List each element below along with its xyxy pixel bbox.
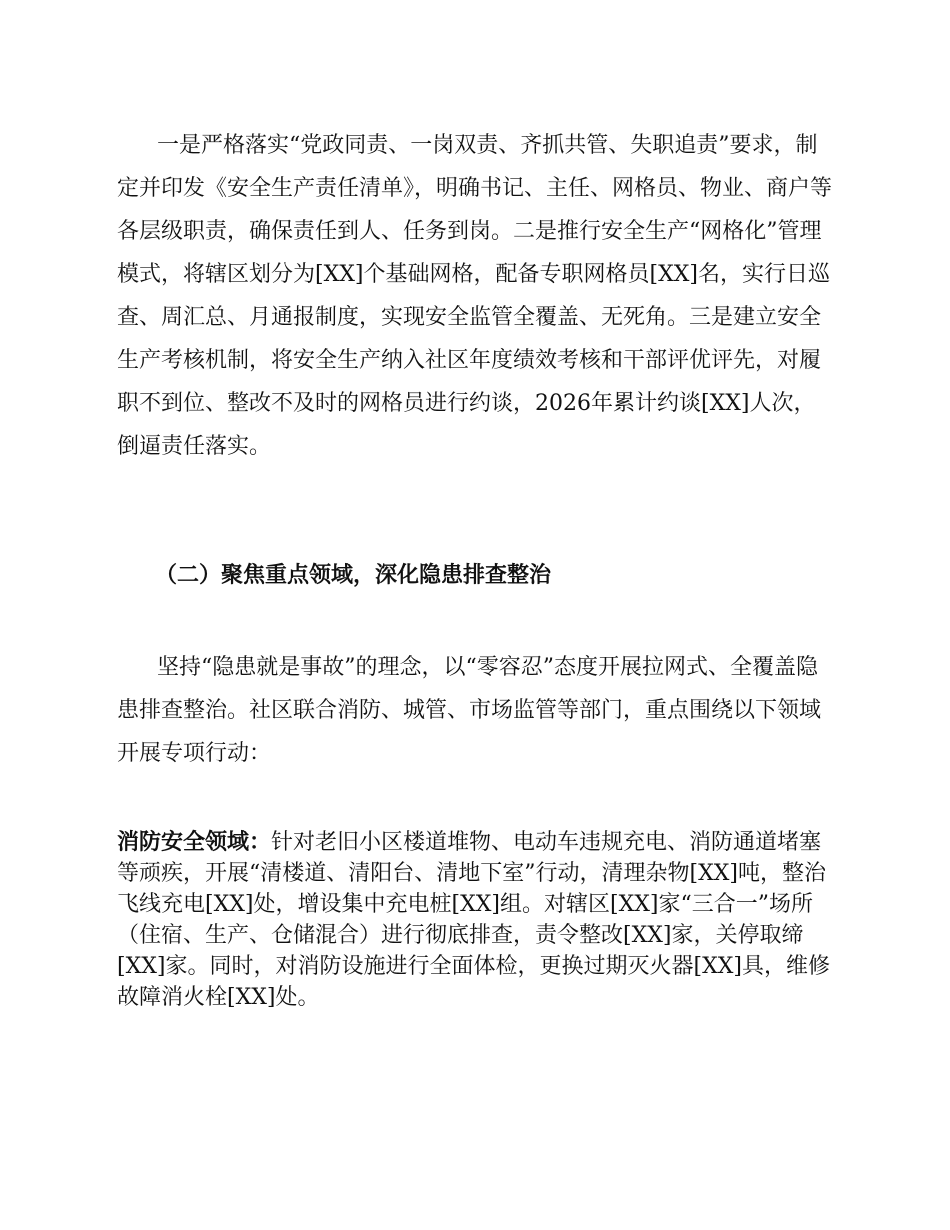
section-heading: （二）聚焦重点领域，深化隐患排查整治 [155,563,552,588]
body-paragraph-hazard-inspection: 坚持“隐患就是事故”的理念，以“零容忍”态度开展拉网式、全覆盖隐患排查整治。社区联合消防、城管、市场监管等部门，重点围绕以下领域开展专项行动： [117,655,822,766]
body-paragraph-responsibility: 一是严格落实“党政同责、一岗双责、齐抓共管、失职追责”要求，制定并印发《安全生产责任清单》，明确书记、主任、网格员、物业、商户等各层级职责，确保责任到人、任务到岗。二是推行安全生产“网格化”管理模式，将辖区划分为[XX]个基础网格，配备专职网格员[XX]名，实行日巡查、周汇总、月通报制度，实现安全监管全覆盖、无死角。三是建立安全生产考核机制，将安全生产纳入社区年度绩效考核和干部评优评先，对履职不到位、整改不及时的网格员进行约谈，2026年累计约谈[XX]人次，倒逼责任落实。 [117,133,833,459]
body-paragraph-fire-safety [117,827,837,1013]
fire-safety-text: 针对老旧小区楼道堆物、电动车违规充电、消防通道堵塞等顽疾，开展“清楼道、清阳台、清地下室”行动，清理杂物[XX]吨，整治飞线充电[XX]处，增设集中充电桩[XX]组。对辖区[XX]家“三合一”场所（住宿、生产、仓储混合）进行彻底排查，责令整改[XX]家，关停取缔[XX]家。同时，对消防设施进行全面体检，更换过期灭火器[XX]具，维修故障消火栓[XX]处。 [117,830,830,1010]
fire-safety-label: 消防安全领域： [117,830,272,855]
